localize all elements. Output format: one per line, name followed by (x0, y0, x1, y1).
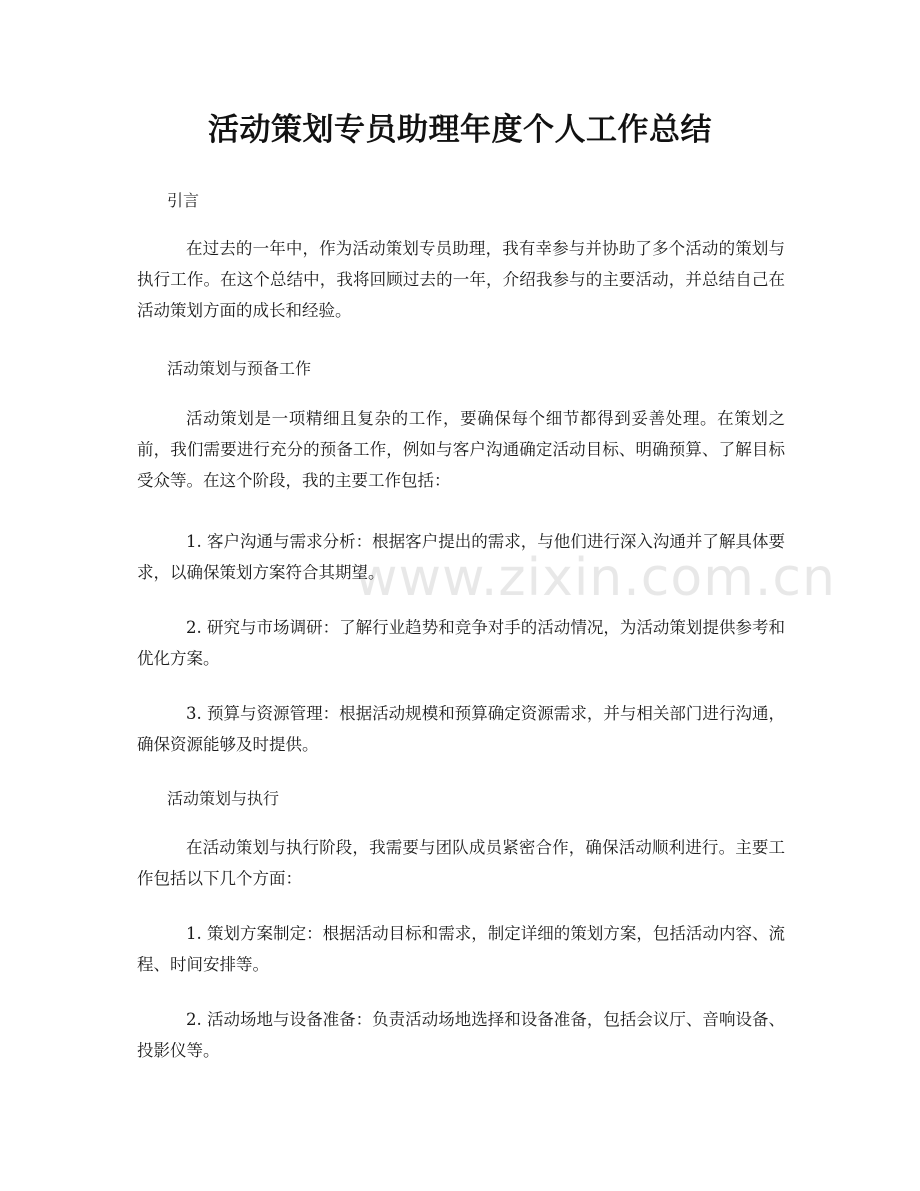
list-item-venue-equipment: 2. 活动场地与设备准备：负责活动场地选择和设备准备，包括会议厅、音响设备、投影仪等。 (137, 1010, 785, 1060)
list-item-budget-management: 3. 预算与资源管理：根据活动规模和预算确定资源需求，并与相关部门进行沟通，确保资源能够及时提供。 (137, 704, 785, 754)
list-item-plan-formulation: 1. 策划方案制定：根据活动目标和需求，制定详细的策划方案，包括活动内容、流程、时间安排等。 (137, 924, 785, 974)
paragraph-execution: 在活动策划与执行阶段，我需要与团队成员紧密合作，确保活动顺利进行。主要工作包括以下几个方面： (137, 838, 785, 888)
watermark: www.zixin.com.cn (355, 548, 836, 608)
section-heading-execution: 活动策划与执行 (167, 789, 280, 808)
paragraph-intro: 在过去的一年中，作为活动策划专员助理，我有幸参与并协助了多个活动的策划与执行工作。在这个总结中，我将回顾过去的一年，介绍我参与的主要活动，并总结自己在活动策划方面的成长和经验。 (137, 239, 785, 320)
list-item-client-communication: 1. 客户沟通与需求分析：根据客户提出的需求，与他们进行深入沟通并了解具体要求，以确保策划方案符合其期望。 (137, 532, 785, 582)
paragraph-preparation: 活动策划是一项精细且复杂的工作，要确保每个细节都得到妥善处理。在策划之前，我们需要进行充分的预备工作，例如与客户沟通确定活动目标、明确预算、了解目标受众等。在这个阶段，我的主要工作包括： (137, 409, 785, 490)
section-heading-intro: 引言 (167, 191, 200, 210)
section-heading-preparation: 活动策划与预备工作 (167, 359, 312, 378)
document-title: 活动策划专员助理年度个人工作总结 (208, 112, 712, 148)
list-item-market-research: 2. 研究与市场调研：了解行业趋势和竞争对手的活动情况，为活动策划提供参考和优化方案。 (137, 618, 785, 668)
